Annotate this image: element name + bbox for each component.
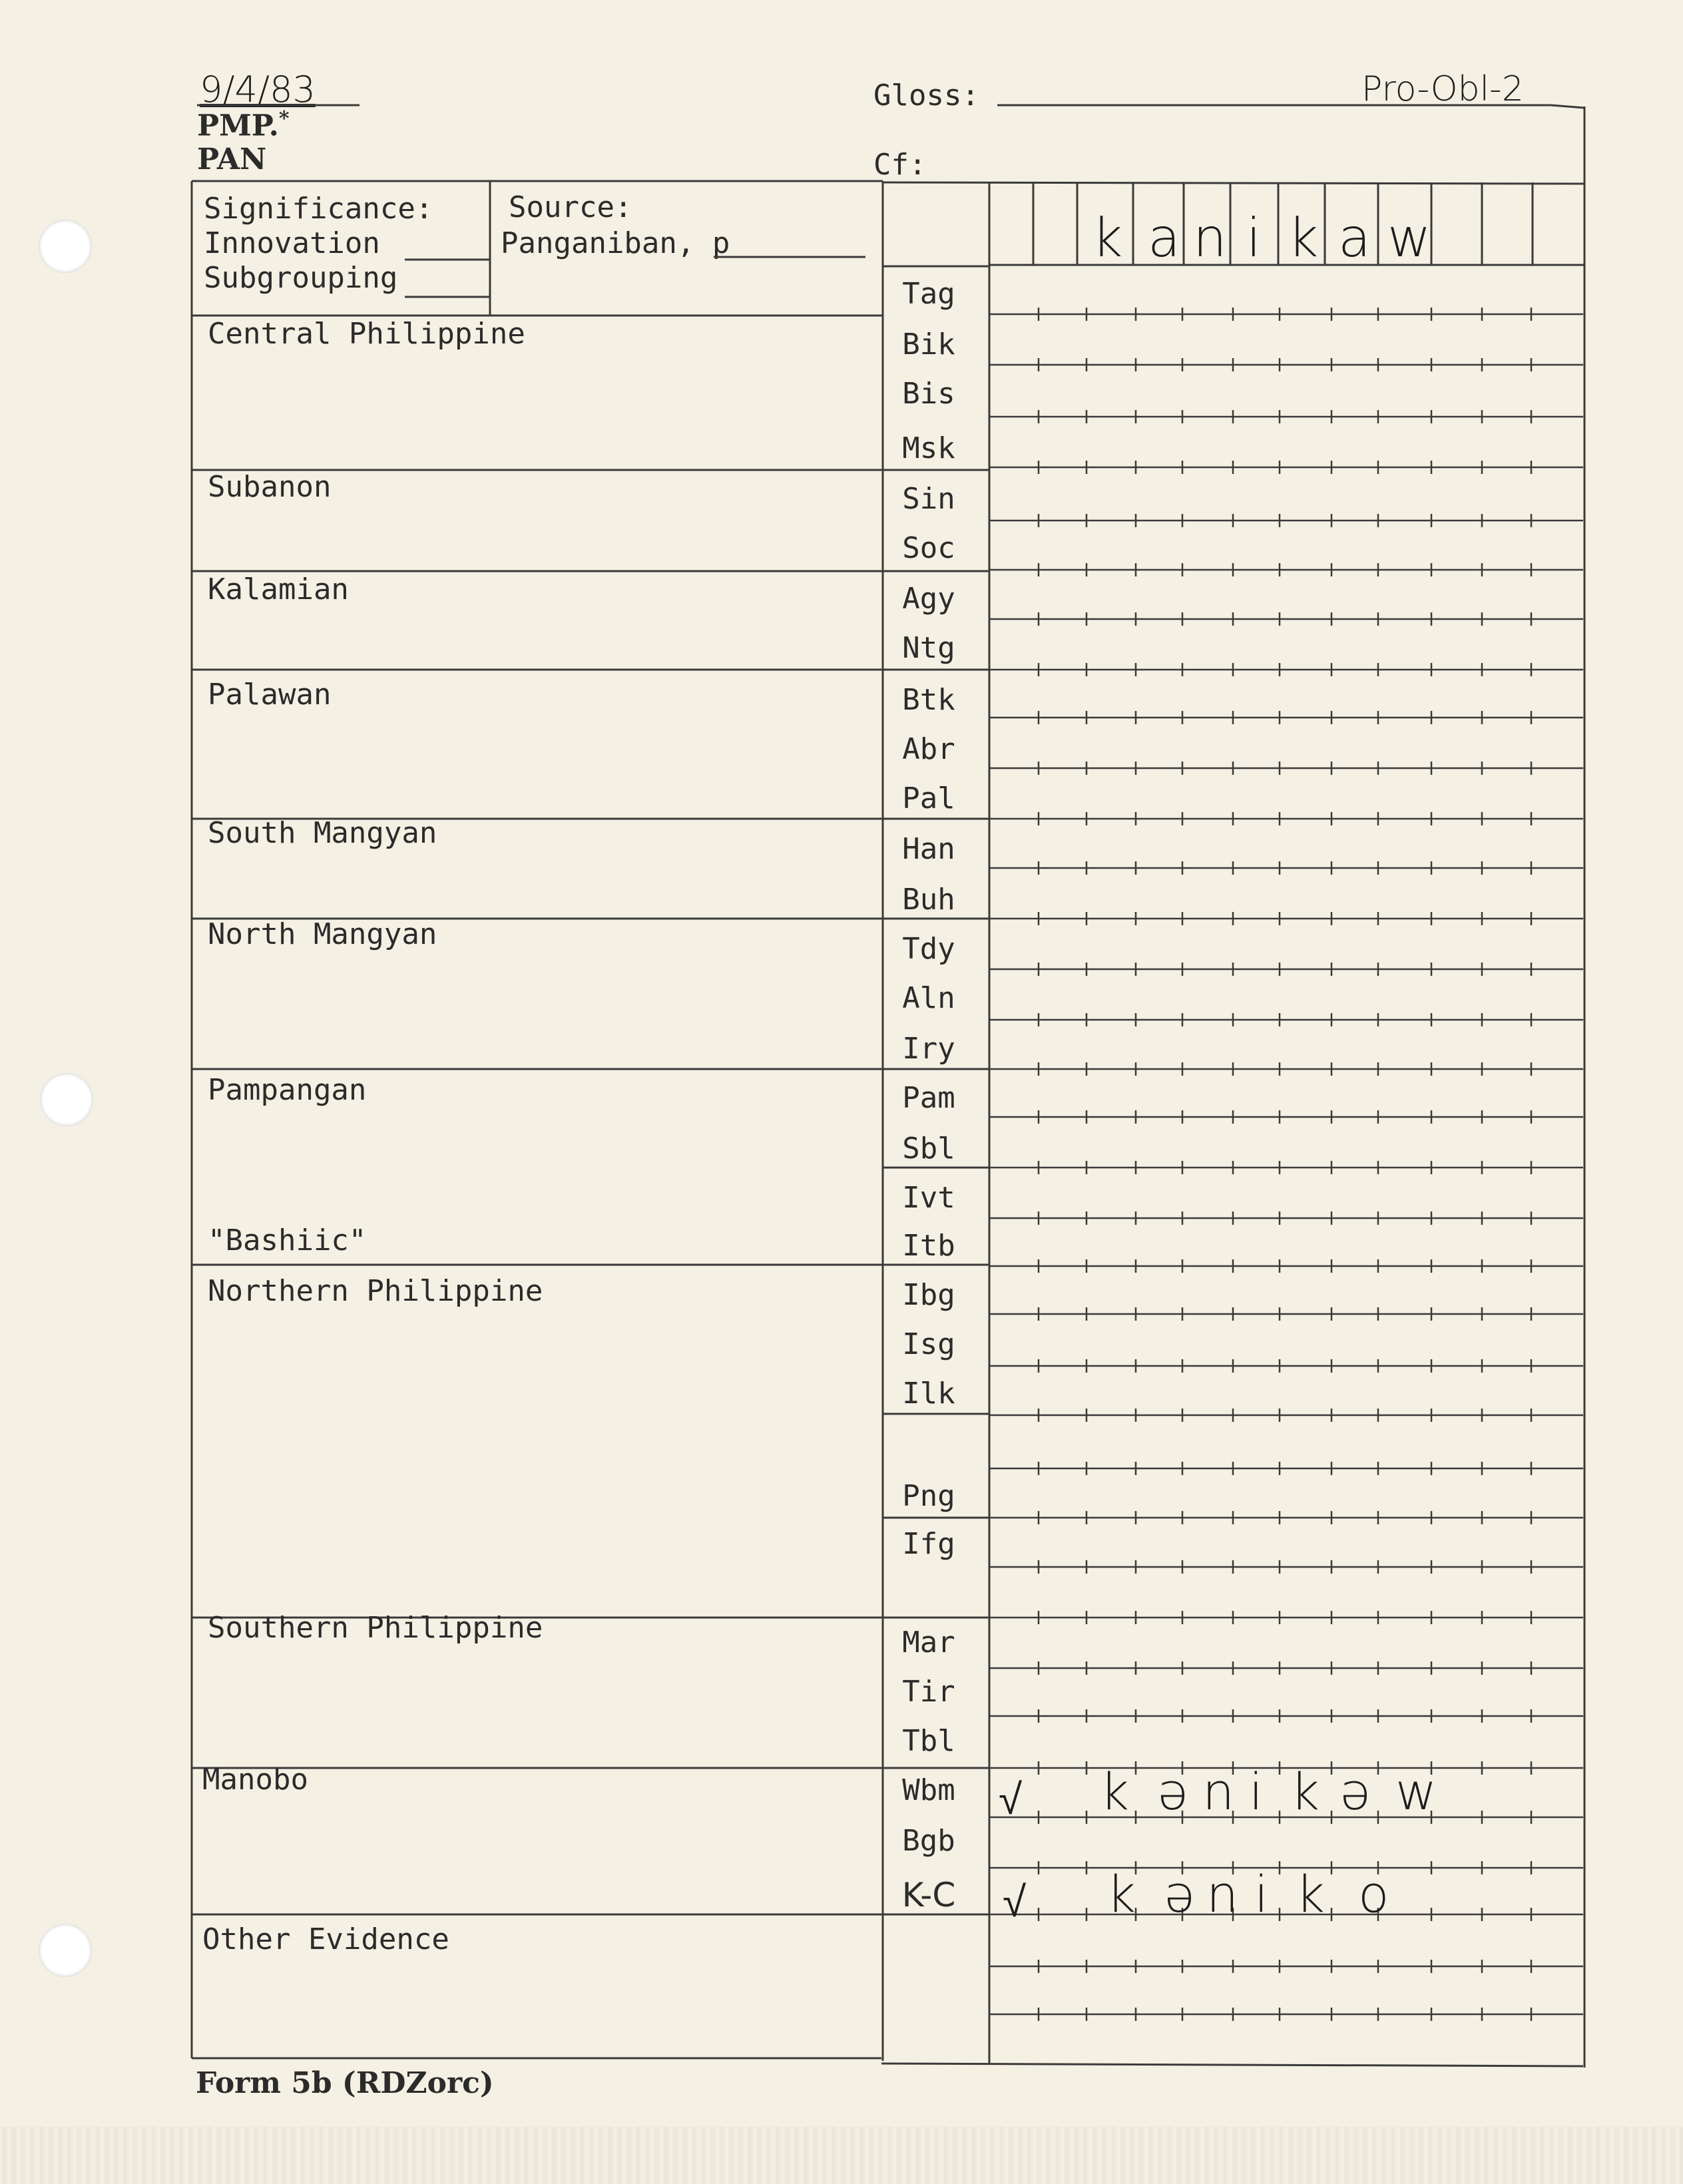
innovation-label: Innovation	[204, 226, 380, 260]
wbm-check-mark: √	[999, 1775, 1023, 1825]
language-code-sbl: Sbl	[902, 1132, 955, 1166]
kc-segment: k	[1106, 1864, 1136, 1924]
group-pampangan: Pampangan	[208, 1073, 367, 1107]
language-code-soc: Soc	[902, 531, 955, 565]
language-code-png: Png	[902, 1479, 955, 1513]
wbm-segment: ə	[1339, 1762, 1371, 1821]
date: 9/4/83	[200, 69, 316, 110]
language-code-sin: Sin	[902, 482, 955, 516]
card-id: Pro-Obl-2	[1361, 69, 1524, 109]
group-other-evidence: Other Evidence	[202, 1922, 449, 1956]
group-manobo: Manobo	[202, 1763, 308, 1797]
language-code-msk: Msk	[902, 431, 955, 465]
reconstruction-segment: a	[1148, 207, 1181, 269]
wbm-segment: ə	[1157, 1762, 1188, 1821]
language-code-ifg: Ifg	[902, 1527, 955, 1561]
language-code-pam: Pam	[902, 1081, 955, 1115]
subgrouping-label: Subgrouping	[204, 261, 398, 295]
reconstruction-segment: k	[1092, 207, 1123, 269]
kc-segment: k	[1296, 1864, 1325, 1924]
reconstruction-segment: i	[1246, 207, 1262, 269]
kc-segment: ə	[1164, 1864, 1195, 1924]
reconstruction-segment: n	[1193, 207, 1227, 269]
wbm-segment: w	[1395, 1762, 1437, 1821]
source-value: Panganiban, p	[501, 226, 730, 260]
pan-label: PAN	[197, 142, 267, 176]
kc-segment: o	[1358, 1864, 1389, 1924]
wbm-segment: n	[1202, 1762, 1235, 1821]
wbm-segment: k	[1100, 1762, 1130, 1821]
language-code-aln: Aln	[902, 981, 955, 1015]
cf-label: Cf:	[873, 148, 927, 182]
language-code-buh: Buh	[902, 883, 955, 917]
language-code-ibg: Ibg	[902, 1278, 955, 1312]
language-code-itb: Itb	[902, 1229, 955, 1263]
scan-edge-noise	[0, 2127, 1683, 2184]
pmp-label: PMP.*	[197, 107, 290, 143]
language-code-wbm: Wbm	[902, 1773, 955, 1807]
group-central-philippine: Central Philippine	[208, 317, 525, 351]
group-north-mangyan: North Mangyan	[208, 917, 437, 951]
wbm-segment: i	[1249, 1762, 1264, 1821]
group-kalamian: Kalamian	[208, 572, 349, 606]
language-code-ntg: Ntg	[902, 631, 955, 665]
kc-segment: i	[1254, 1864, 1269, 1924]
gloss-label: Gloss:	[873, 79, 979, 112]
language-code-pal: Pal	[902, 781, 955, 815]
group-bashiic: "Bashiic"	[208, 1223, 367, 1257]
language-code-tag: Tag	[902, 277, 955, 311]
reconstruction-segment: k	[1288, 207, 1319, 269]
language-code-bik: Bik	[902, 328, 955, 361]
language-code-ilk: Ilk	[902, 1377, 955, 1411]
language-code-iry: Iry	[902, 1032, 955, 1066]
language-code-han: Han	[902, 832, 955, 866]
language-code-k-c: K-C	[901, 1876, 956, 1914]
source-label: Source:	[509, 190, 632, 224]
language-code-isg: Isg	[902, 1327, 955, 1361]
reconstruction-segment: a	[1338, 207, 1371, 269]
language-code-bis: Bis	[902, 377, 955, 411]
group-northern-philippine: Northern Philippine	[208, 1274, 543, 1308]
language-code-abr: Abr	[902, 732, 955, 766]
language-code-tir: Tir	[902, 1675, 955, 1709]
language-code-tbl: Tbl	[902, 1724, 955, 1758]
wbm-segment: k	[1290, 1762, 1320, 1821]
form-footer: Form 5b (RDZorc)	[196, 2066, 494, 2100]
language-code-ivt: Ivt	[902, 1181, 955, 1215]
group-southern-philippine: Southern Philippine	[208, 1611, 543, 1645]
kc-check-mark: √	[1003, 1878, 1027, 1927]
group-south-mangyan: South Mangyan	[208, 816, 437, 850]
group-palawan: Palawan	[208, 678, 332, 712]
language-code-agy: Agy	[902, 582, 955, 616]
language-code-mar: Mar	[902, 1626, 955, 1659]
significance-title: Significance:	[204, 192, 433, 226]
language-code-tdy: Tdy	[902, 932, 955, 966]
language-code-btk: Btk	[902, 683, 955, 717]
language-code-bgb: Bgb	[902, 1824, 955, 1858]
group-subanon: Subanon	[208, 470, 332, 504]
kc-segment: n	[1206, 1864, 1239, 1924]
reconstruction-segment: w	[1387, 207, 1431, 269]
